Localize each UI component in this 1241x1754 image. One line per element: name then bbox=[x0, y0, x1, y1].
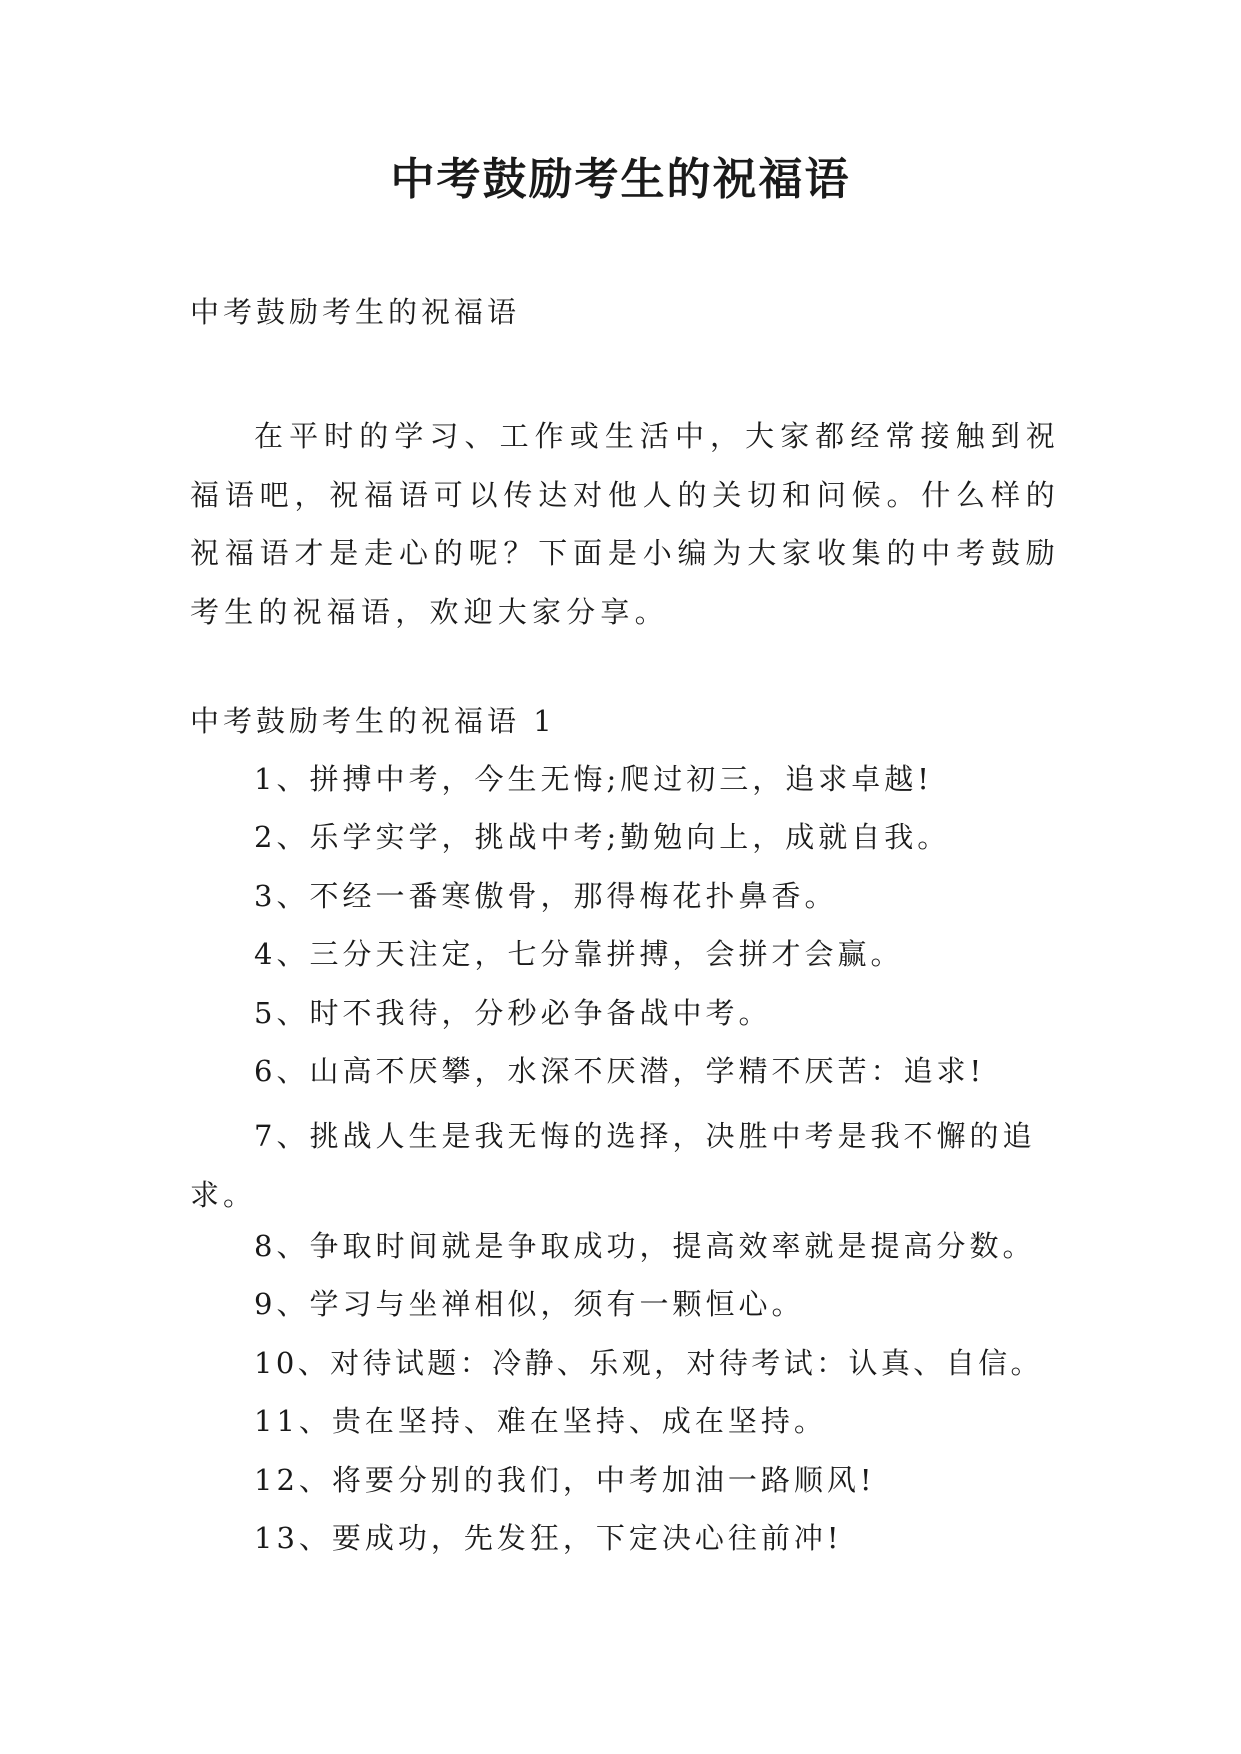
list-item: 12、将要分别的我们，中考加油一路顺风! bbox=[254, 1463, 876, 1497]
list-item: 8、争取时间就是争取成功，提高效率就是提高分数。 bbox=[254, 1229, 1036, 1263]
list-item: 5、时不我待，分秒必争备战中考。 bbox=[254, 996, 772, 1030]
list-item: 6、山高不厌攀，水深不厌潜，学精不厌苦：追求! bbox=[254, 1054, 986, 1088]
list-item: 13、要成功，先发狂，下定决心往前冲! bbox=[254, 1521, 843, 1555]
document-title: 中考鼓励考生的祝福语 bbox=[390, 154, 851, 205]
document-subtitle: 中考鼓励考生的祝福语 bbox=[190, 295, 521, 329]
list-item: 2、乐学实学，挑战中考;勤勉向上，成就自我。 bbox=[254, 820, 951, 854]
section-heading: 中考鼓励考生的祝福语 1 bbox=[190, 704, 556, 738]
list-item: 9、学习与坐禅相似，须有一颗恒心。 bbox=[254, 1287, 805, 1321]
intro-paragraph: 在平时的学习、工作或生活中，大家都经常接触到祝福语吧，祝福语可以传达对他人的关切和问候。什么样的祝福语才是走心的呢？下面是小编为大家收集的中考鼓励考生的祝福语，欢迎大家分享。 bbox=[190, 419, 1060, 629]
list-item: 3、不经一番寒傲骨，那得梅花扑鼻香。 bbox=[254, 879, 838, 913]
list-item: 1、拼搏中考，今生无悔;爬过初三，追求卓越! bbox=[254, 762, 933, 796]
list-item: 7、挑战人生是我无悔的选择，决胜中考是我不懈的追求。 bbox=[190, 1119, 1036, 1212]
list-item: 11、贵在坚持、难在坚持、成在坚持。 bbox=[254, 1404, 827, 1438]
list-item: 4、三分天注定，七分靠拼搏，会拼才会赢。 bbox=[254, 937, 904, 971]
list-item: 10、对待试题：冷静、乐观，对待考试：认真、自信。 bbox=[254, 1346, 1043, 1380]
